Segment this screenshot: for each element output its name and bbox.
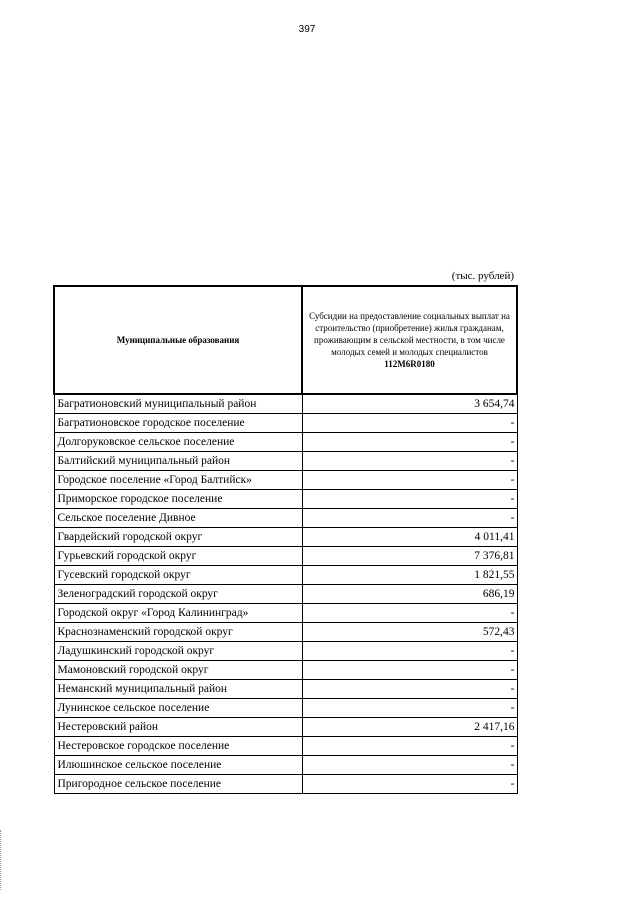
table-row: [54, 604, 517, 623]
table-row: [54, 661, 517, 680]
header-subsidy-text: Субсидии на предоставление социальных выплат на строительство (приобретение) жилья гражданам, проживающим в сельской местности, в том числе молодых семей и молодых специалистов: [309, 311, 510, 357]
municipality-name: Ладушкинский городской округ: [54, 642, 302, 661]
municipality-name: Неманский муниципальный район: [54, 680, 302, 699]
municipality-name: Городской округ «Город Калининград»: [54, 604, 302, 623]
municipality-name: Зеленоградский городской округ: [54, 585, 302, 604]
subsidy-value: -: [302, 756, 517, 775]
subsidy-value: 572,43: [302, 623, 517, 642]
subsidy-value: 1 821,55: [302, 566, 517, 585]
header-code: 112M6R0180: [384, 359, 435, 369]
municipality-name: Балтийский муниципальный район: [54, 452, 302, 471]
table-row: [54, 433, 517, 452]
municipality-name: Городское поселение «Город Балтийск»: [54, 471, 302, 490]
municipality-name: Приморское городское поселение: [54, 490, 302, 509]
page-number: 397: [298, 24, 316, 35]
subsidy-value: -: [302, 699, 517, 718]
subsidy-value: -: [302, 490, 517, 509]
subsidy-value: -: [302, 452, 517, 471]
table-row: [54, 737, 517, 756]
header-municipalities: Муниципальные образования: [54, 286, 302, 394]
municipality-name: Гурьевский городской округ: [54, 547, 302, 566]
table-row: [54, 547, 517, 566]
subsidy-value: 3 654,74: [302, 394, 517, 414]
subsidy-value: -: [302, 604, 517, 623]
table-row: [54, 452, 517, 471]
table-row: [54, 471, 517, 490]
municipality-name: Мамоновский городской округ: [54, 661, 302, 680]
table-row: [54, 642, 517, 661]
table-row: [54, 775, 517, 794]
municipality-name: Багратионовское городское поселение: [54, 414, 302, 433]
subsidy-value: -: [302, 661, 517, 680]
municipality-name: Сельское поселение Дивное: [54, 509, 302, 528]
table-row: [54, 566, 517, 585]
table-row: [54, 394, 517, 414]
subsidy-value: -: [302, 680, 517, 699]
table-row: [54, 509, 517, 528]
municipality-name: Лунинское сельское поселение: [54, 699, 302, 718]
municipality-name: Гусевский городской округ: [54, 566, 302, 585]
table-row: [54, 756, 517, 775]
subsidy-value: 7 376,81: [302, 547, 517, 566]
municipality-name: Нестеровское городское поселение: [54, 737, 302, 756]
municipality-name: Краснознаменский городской округ: [54, 623, 302, 642]
subsidy-value: 4 011,41: [302, 528, 517, 547]
subsidy-value: -: [302, 433, 517, 452]
municipality-name: Гвардейский городской округ: [54, 528, 302, 547]
header-subsidy: [302, 286, 517, 394]
table-header-row: [54, 286, 517, 394]
subsidy-table: [53, 285, 518, 794]
subsidy-value: 686,19: [302, 585, 517, 604]
table-row: [54, 490, 517, 509]
subsidy-value: -: [302, 471, 517, 490]
table-row: [54, 528, 517, 547]
subsidy-value: -: [302, 737, 517, 756]
table-row: [54, 680, 517, 699]
table-row: [54, 585, 517, 604]
municipality-name: Долгоруковское сельское поселение: [54, 433, 302, 452]
municipality-name: Нестеровский район: [54, 718, 302, 737]
table-row: [54, 623, 517, 642]
units-label: (тыс. рублей): [451, 270, 514, 282]
subsidy-value: -: [302, 509, 517, 528]
municipality-name: Илюшинское сельское поселение: [54, 756, 302, 775]
municipality-name: Багратионовский муниципальный район: [54, 394, 302, 414]
table-row: [54, 699, 517, 718]
table-row: [54, 718, 517, 737]
subsidy-value: -: [302, 642, 517, 661]
scan-edge-marks: [0, 830, 3, 890]
table-row: [54, 414, 517, 433]
subsidy-value: -: [302, 414, 517, 433]
municipality-name: Пригородное сельское поселение: [54, 775, 302, 794]
subsidy-value: 2 417,16: [302, 718, 517, 737]
subsidy-value: -: [302, 775, 517, 794]
